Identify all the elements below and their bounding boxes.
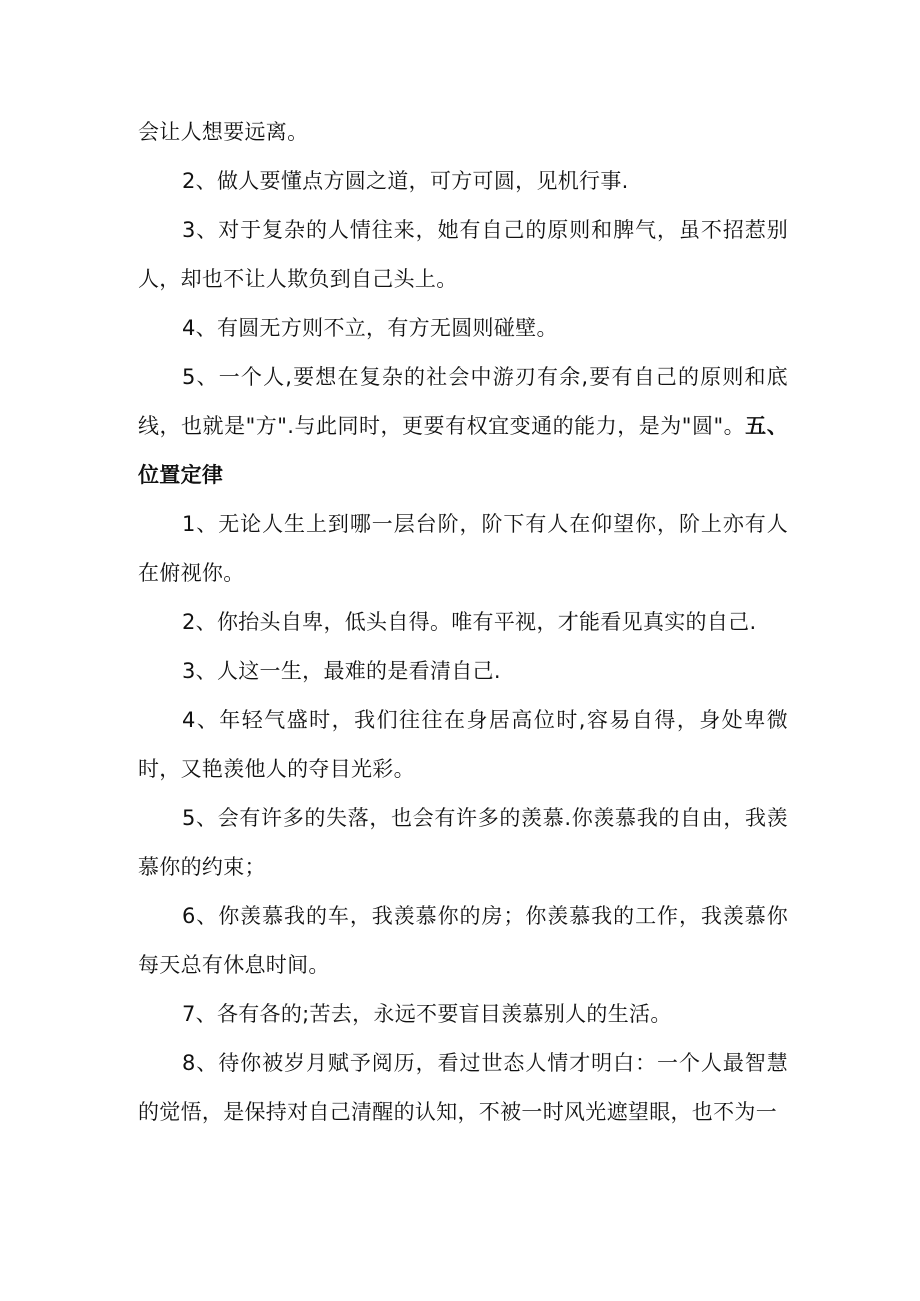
paragraph-item-5b: 5、会有许多的失落，也会有许多的羡慕.你羡慕我的自由，我羡慕你的约束； (138, 806, 788, 879)
paragraph-item-5 (138, 353, 788, 500)
paragraph-item-3: 3、对于复杂的人情往来，她有自己的原则和脾气，虽不招惹别人，却也不让人欺负到自己头上。 (138, 218, 788, 291)
document-body (138, 108, 788, 1137)
paragraph-item-4: 4、有圆无方则不立，有方无圆则碰壁。 (182, 316, 558, 340)
paragraph-item-2b: 2、你抬头自卑，低头自得。唯有平视，才能看见真实的自己. (182, 610, 757, 634)
paragraph-item-4b: 4、年轻气盛时，我们往往在身居高位时,容易自得，身处卑微时，又艳羡他人的夺目光彩。 (138, 708, 788, 781)
paragraph-item-5-text: 5、一个人,要想在复杂的社会中游刃有余,要有自己的原则和底线，也就是"方".与此同时，更要有权宜变通的能力，是为"圆"。 (138, 365, 788, 438)
paragraph-item-3b: 3、人这一生，最难的是看清自己. (182, 659, 501, 683)
paragraph-item-7b: 7、各有各的;苦去，永远不要盲目羡慕别人的生活。 (182, 1002, 672, 1026)
paragraph-item-8b: 8、待你被岁月赋予阅历，看过世态人情才明白：一个人最智慧的觉悟，是保持对自己清醒的认知，不被一时风光遮望眼，也不为一 (138, 1051, 788, 1124)
paragraph-item-2: 2、做人要懂点方圆之道，可方可圆，见机行事. (182, 169, 629, 193)
section-heading: 五、位置定律 (138, 414, 788, 487)
paragraph-item-1b: 1、无论人生上到哪一层台阶，阶下有人在仰望你，阶上亦有人在俯视你。 (138, 512, 788, 585)
paragraph-item-6b: 6、你羡慕我的车，我羡慕你的房；你羡慕我的工作，我羡慕你每天总有休息时间。 (138, 904, 788, 977)
paragraph-continuation: 会让人想要远离。 (138, 120, 309, 144)
